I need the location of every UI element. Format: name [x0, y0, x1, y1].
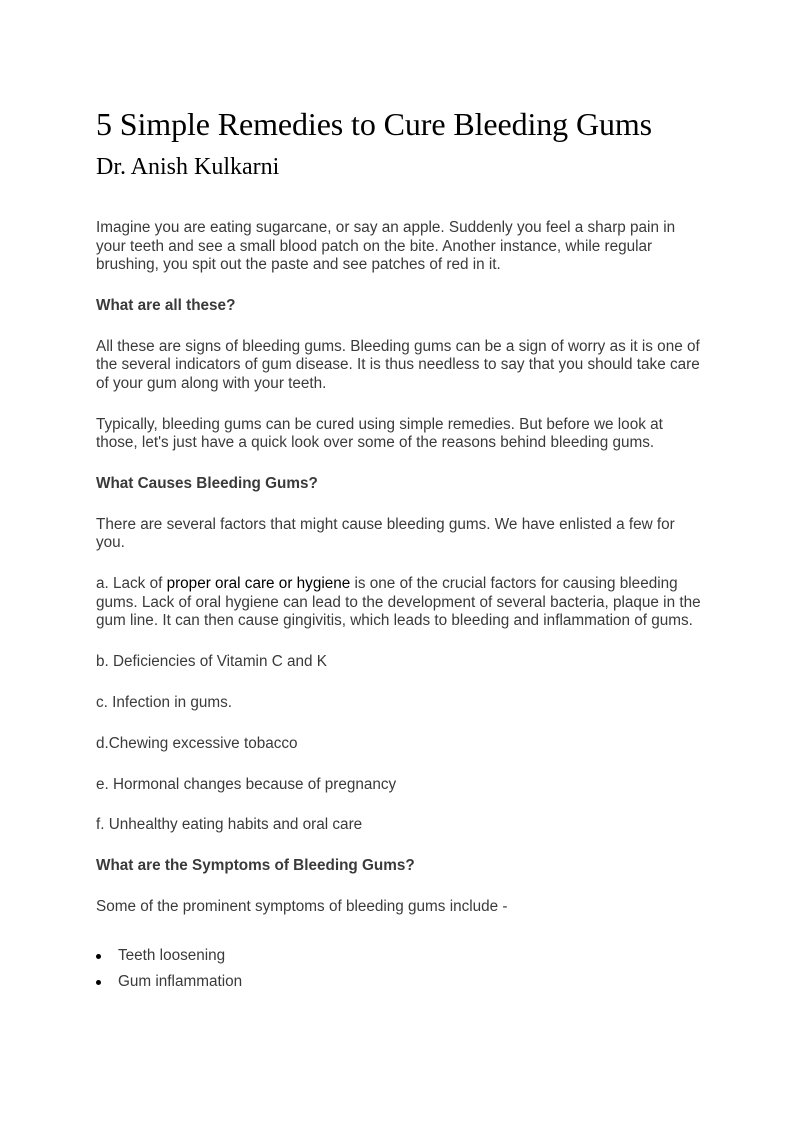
section-heading-causes: What Causes Bleeding Gums?: [96, 475, 318, 493]
cause-item-d: d.Chewing excessive tobacco: [96, 734, 298, 752]
article-author: Dr. Anish Kulkarni: [96, 154, 280, 180]
symptom-label: Gum inflammation: [118, 972, 243, 990]
symptoms-list: [96, 947, 706, 999]
article-body: [96, 104, 706, 999]
article-text: [96, 219, 706, 999]
section-heading-what-are-these: What are all these?: [96, 296, 236, 314]
cause-item-e: e. Hormonal changes because of pregnancy: [96, 775, 397, 793]
cause-item-b: b. Deficiencies of Vitamin C and K: [96, 653, 327, 671]
list-item: [96, 973, 706, 999]
list-item: [96, 947, 706, 973]
cause-a-prefix: a. Lack of: [96, 575, 167, 593]
cause-item-f: f. Unhealthy eating habits and oral care: [96, 816, 363, 834]
paragraph-symptoms-intro: Some of the prominent symptoms of bleeding gums include -: [96, 897, 508, 915]
paragraph-factors: There are several factors that might cause bleeding gums. We have enlisted a few for you.: [96, 515, 675, 552]
symptom-label: Teeth loosening: [118, 946, 226, 964]
intro-paragraph: Imagine you are eating sugarcane, or say an apple. Suddenly you feel a sharp pain in your teeth and see a small blood patch on the bite. Another instance, while regular brushing, you spit out the paste and see patches of red in it.: [96, 219, 676, 274]
paragraph-signs: All these are signs of bleeding gums. Bleeding gums can be a sign of worry as it is one of the several indicators of gum disease. It is thus needless to say that you should take care of your gum along with your teeth.: [96, 337, 700, 392]
cause-item-c: c. Infection in gums.: [96, 694, 233, 711]
section-heading-symptoms: What are the Symptoms of Bleeding Gums?: [96, 857, 415, 875]
cause-a-suffix: is one of the crucial factors for causing bleeding gums. Lack of oral hygiene can lead to the development of several bacteria, plaque in the gum line. It can then cause gingivitis, which leads to bleeding and inflammation of gums.: [96, 575, 701, 630]
article-title: 5 Simple Remedies to Cure Bleeding Gums: [96, 106, 653, 142]
bullet-icon: [96, 980, 101, 985]
oral-hygiene-link[interactable]: proper oral care or hygiene: [166, 575, 351, 593]
paragraph-remedies-intro: Typically, bleeding gums can be cured using simple remedies. But before we look at those, let's just have a quick look over some of the reasons behind bleeding gums.: [96, 415, 663, 452]
bullet-icon: [96, 954, 101, 959]
cause-item-a: [96, 575, 706, 631]
